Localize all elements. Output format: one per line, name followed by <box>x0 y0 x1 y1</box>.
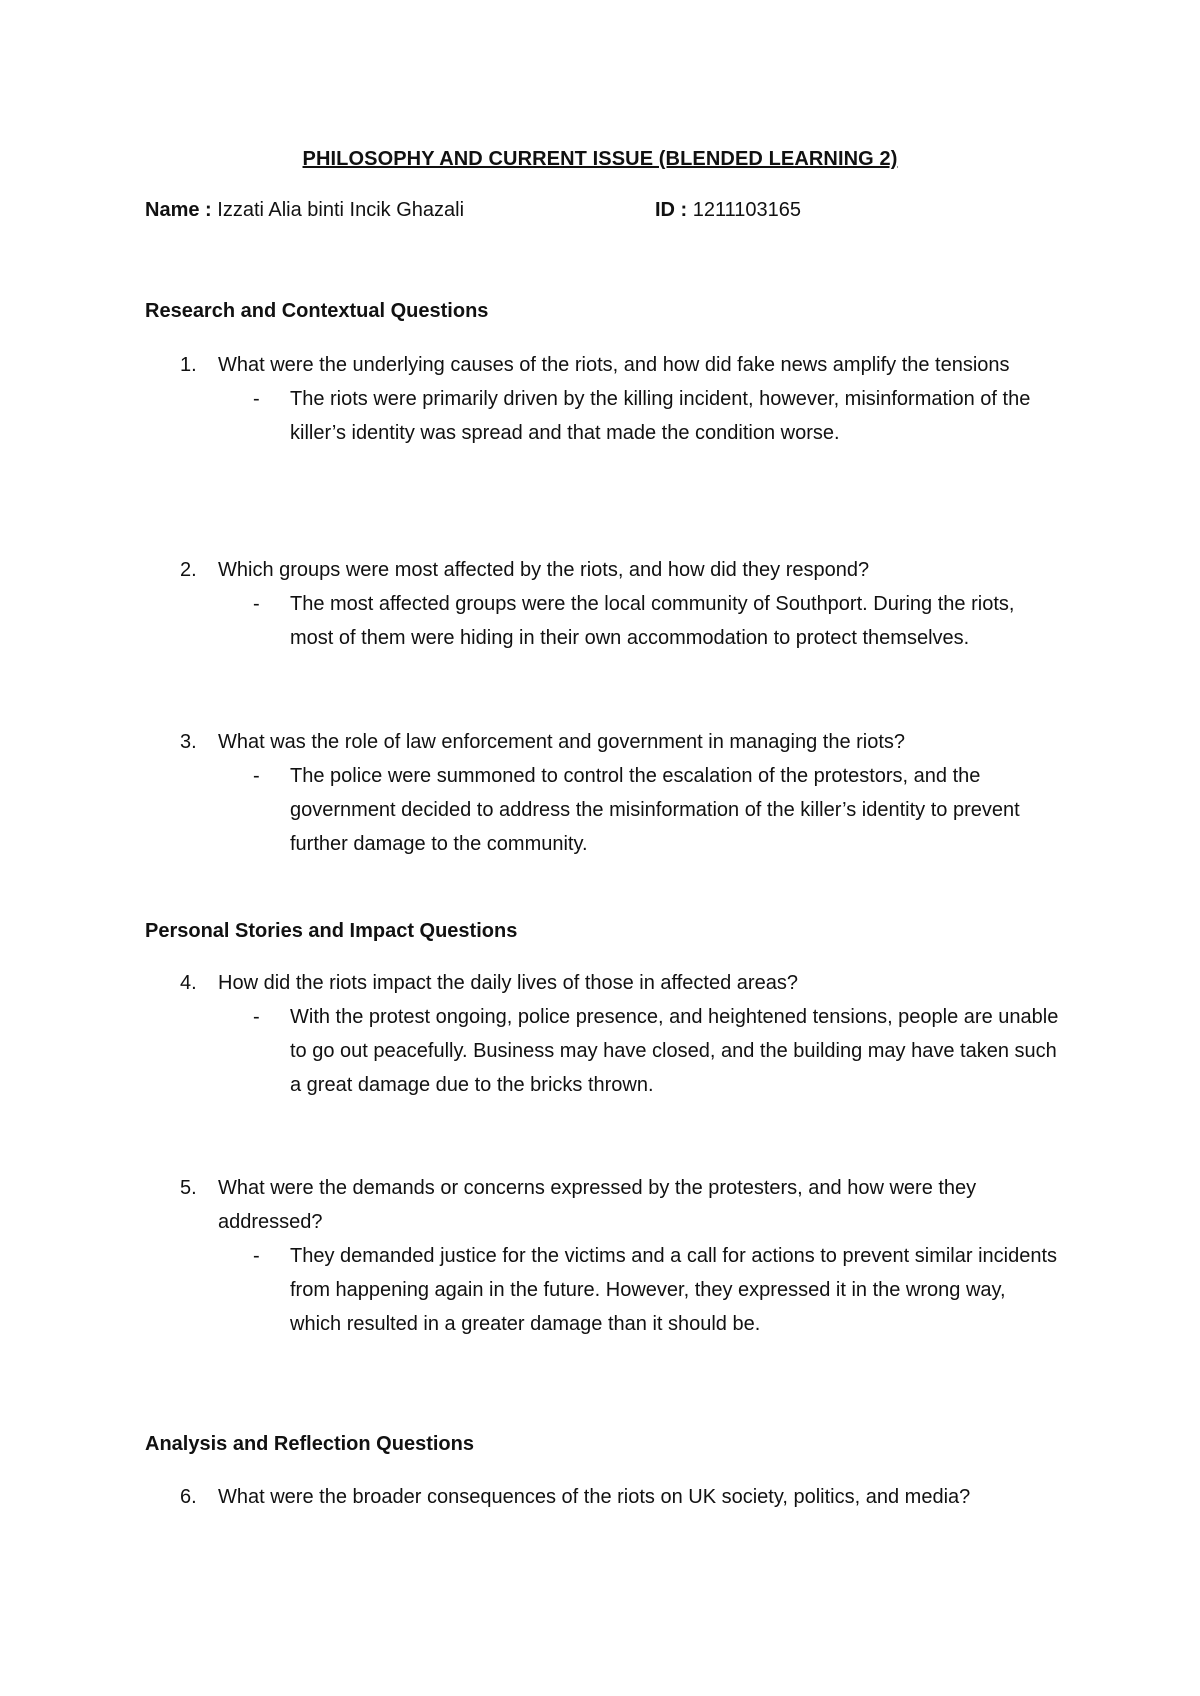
question-item-2 <box>145 553 1065 655</box>
question-number: 1. <box>180 354 197 376</box>
answer-text: With the protest ongoing, police presence, and heightened tensions, people are unable to go out peacefully. Business may have closed, and the building may have taken such a great damage due to the bricks thrown. <box>290 1006 1059 1096</box>
name-value: Izzati Alia binti Incik Ghazali <box>217 199 465 221</box>
question-number: 5. <box>180 1177 197 1199</box>
answer-item <box>253 382 1060 450</box>
answer-item <box>253 759 1060 861</box>
answer-text: The most affected groups were the local community of Southport. During the riots, most of them were hiding in their own accommodation to protect themselves. <box>290 593 1015 649</box>
question-number: 4. <box>180 972 197 994</box>
section-heading-personal: Personal Stories and Impact Questions <box>145 920 518 942</box>
dash-bullet: - <box>253 765 260 787</box>
id-value: 1211103165 <box>692 199 802 221</box>
question-number: 2. <box>180 559 197 581</box>
dash-bullet: - <box>253 1245 260 1267</box>
answer-item <box>253 587 1060 655</box>
question-text: What were the underlying causes of the riots, and how did fake news amplify the tensions <box>218 354 1010 376</box>
question-text: What were the demands or concerns expressed by the protesters, and how were they addressed? <box>218 1177 977 1233</box>
question-number: 3. <box>180 731 197 753</box>
question-item-5 <box>145 1171 1065 1341</box>
id-label: ID : <box>655 199 688 221</box>
question-item-1 <box>145 348 1065 450</box>
question-item-4 <box>145 966 1065 1102</box>
question-item-3 <box>145 725 1065 861</box>
answer-text: The riots were primarily driven by the killing incident, however, misinformation of the killer’s identity was spread and that made the condition worse. <box>290 388 1031 444</box>
answer-item <box>253 1000 1060 1102</box>
document-title: PHILOSOPHY AND CURRENT ISSUE (BLENDED LEARNING 2) <box>302 148 898 170</box>
question-text: What was the role of law enforcement and government in managing the riots? <box>218 731 906 753</box>
student-id <box>655 199 801 222</box>
answer-text: The police were summoned to control the escalation of the protestors, and the government decided to address the misinformation of the killer’s identity to prevent further damage to the community. <box>290 765 1020 855</box>
dash-bullet: - <box>253 593 260 615</box>
question-text: Which groups were most affected by the riots, and how did they respond? <box>218 559 870 581</box>
student-name <box>145 199 464 222</box>
dash-bullet: - <box>253 1006 260 1028</box>
section-heading-research: Research and Contextual Questions <box>145 300 489 322</box>
dash-bullet: - <box>253 388 260 410</box>
answer-text: They demanded justice for the victims and a call for actions to prevent similar incidents from happening again in the future. However, they expressed it in the wrong way, which resulted in a greater damage than it should be. <box>290 1245 1058 1335</box>
question-item-6 <box>145 1480 1065 1514</box>
question-text: How did the riots impact the daily lives of those in affected areas? <box>218 972 798 994</box>
question-number: 6. <box>180 1486 197 1508</box>
question-text: What were the broader consequences of the riots on UK society, politics, and media? <box>218 1486 971 1508</box>
section-heading-analysis: Analysis and Reflection Questions <box>145 1433 474 1455</box>
answer-item <box>253 1239 1060 1341</box>
name-label: Name : <box>145 199 212 221</box>
